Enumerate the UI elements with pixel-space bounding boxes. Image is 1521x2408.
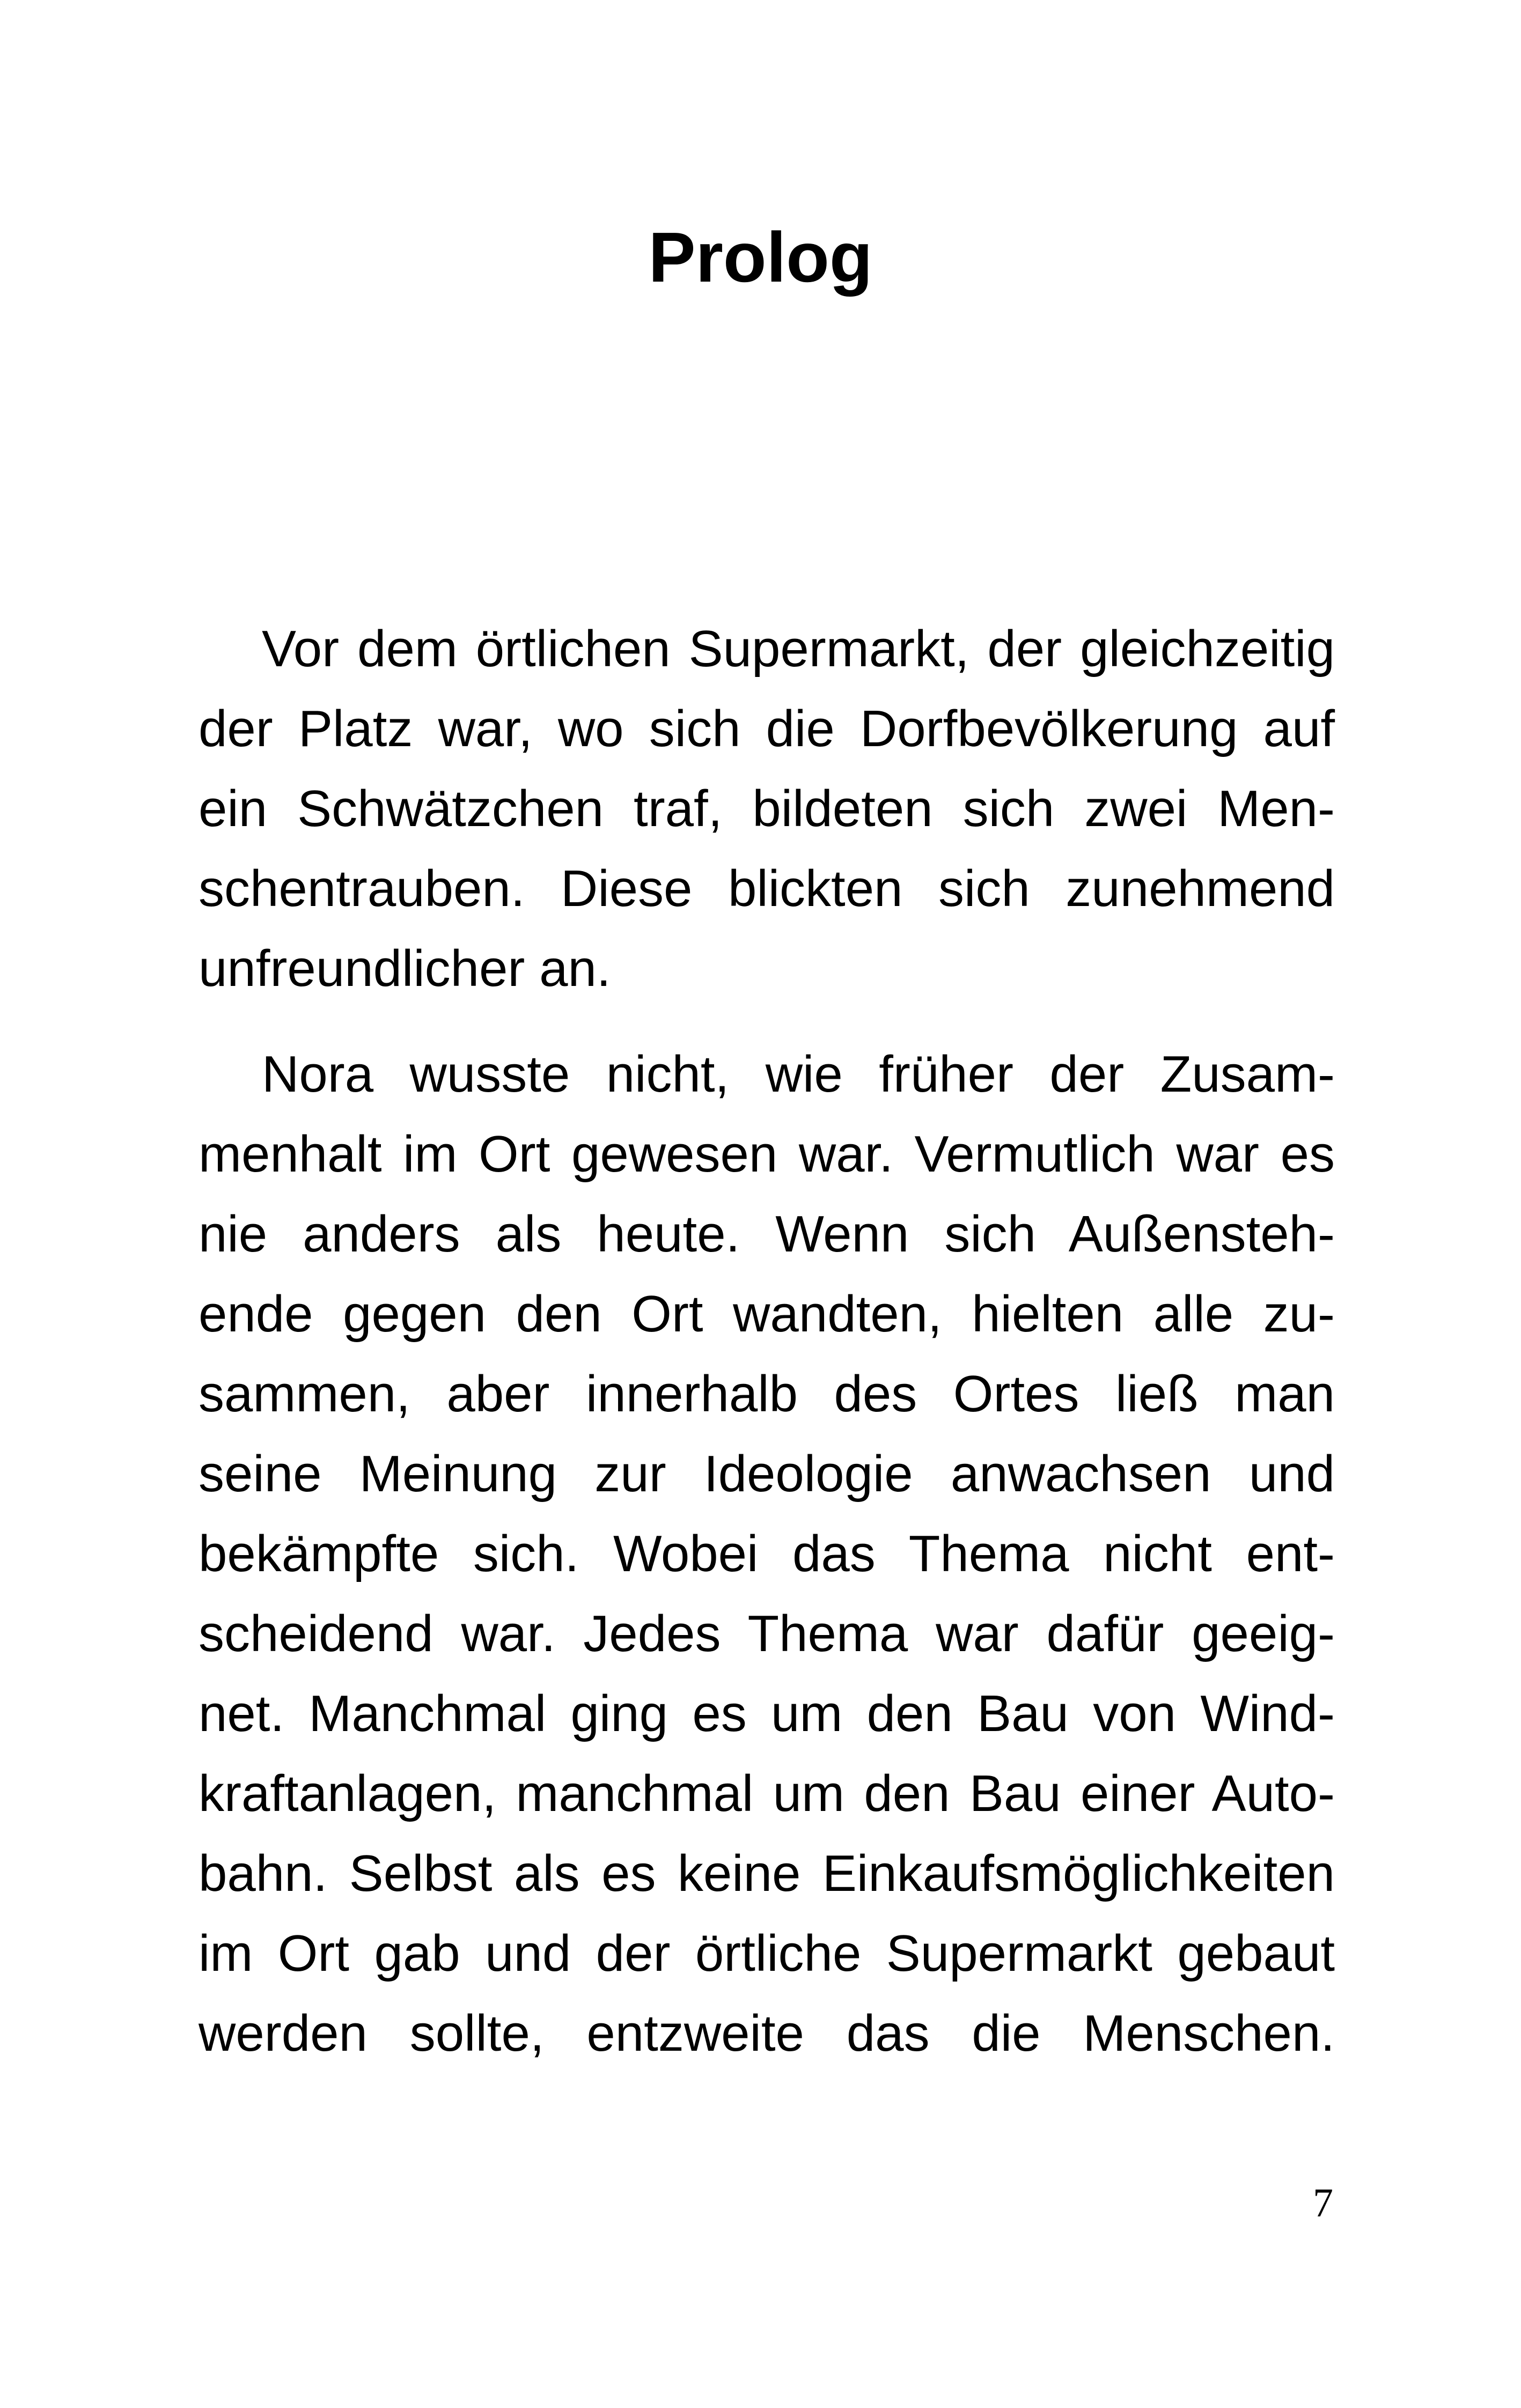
chapter-title: Prolog [648, 218, 873, 297]
text-line: unfreundlicher an. [199, 940, 611, 997]
text-line: Nora wusste nicht, wie früher der Zusam- [262, 1045, 1335, 1103]
text-line: schentrauben. Diese blickten sich zunehmend [199, 860, 1335, 917]
text-line: werden sollte, entzweite das die Menschen. [199, 2005, 1335, 2062]
text-line: nie anders als heute. Wenn sich Außensteh- [199, 1205, 1335, 1263]
text-line: bahn. Selbst als es keine Einkaufsmöglichkeiten [199, 1845, 1335, 1902]
text-line: der Platz war, wo sich die Dorfbevölkerung auf [199, 700, 1335, 757]
text-line: kraftanlagen, manchmal um den Bau einer Auto- [199, 1765, 1335, 1822]
text-line: ende gegen den Ort wandten, hielten alle zu- [199, 1285, 1335, 1343]
text-line: seine Meinung zur Ideologie anwachsen und [199, 1445, 1335, 1503]
text-line: Vor dem örtlichen Supermarkt, der gleichzeitig [262, 620, 1335, 678]
paragraph-spacer [199, 1008, 1335, 1034]
text-line: scheidend war. Jedes Thema war dafür geeig- [199, 1605, 1335, 1662]
text-line: sammen, aber innerhalb des Ortes ließ man [199, 1365, 1335, 1423]
page-number: 7 [1313, 2181, 1333, 2226]
text-line: bekämpfte sich. Wobei das Thema nicht ent- [199, 1525, 1335, 1582]
chapter-body [199, 609, 1335, 2073]
text-line: menhalt im Ort gewesen war. Vermutlich war es [199, 1125, 1335, 1183]
text-line: net. Manchmal ging es um den Bau von Wind- [199, 1685, 1335, 1742]
paragraph-1 [199, 609, 1335, 1008]
text-line: ein Schwätzchen traf, bildeten sich zwei Men- [199, 780, 1335, 837]
paragraph-2 [199, 1034, 1335, 2073]
text-line: im Ort gab und der örtliche Supermarkt gebaut [199, 1925, 1335, 1982]
